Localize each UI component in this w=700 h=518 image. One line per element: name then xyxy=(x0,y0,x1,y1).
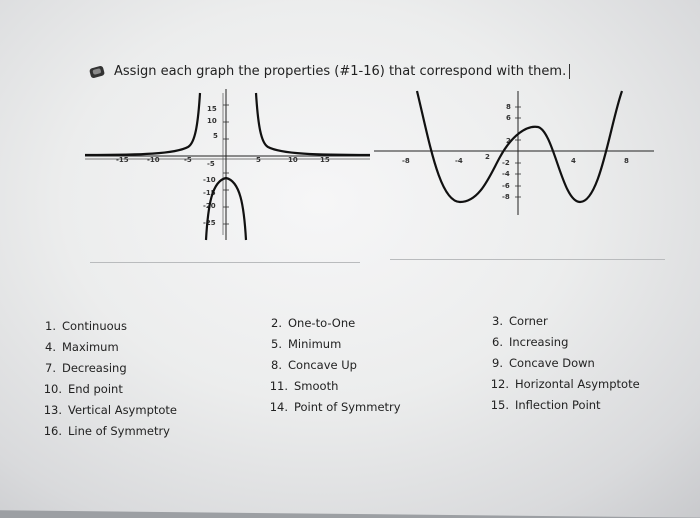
property-label: Increasing xyxy=(509,335,569,349)
x-tick-label: 10 xyxy=(288,156,298,164)
y-tick-label: 2 xyxy=(506,137,511,145)
property-label: Maximum xyxy=(62,340,119,354)
text-cursor xyxy=(569,64,570,79)
graph-rational-function xyxy=(80,85,380,245)
property-item xyxy=(42,337,177,358)
graph-polynomial-w xyxy=(372,85,662,220)
property-number: 1. xyxy=(45,319,56,333)
property-number: 15. xyxy=(490,398,509,412)
property-item xyxy=(268,397,401,418)
x-tick-label: -15 xyxy=(116,156,129,164)
x-tick-label: 15 xyxy=(320,156,330,164)
property-item xyxy=(268,334,401,355)
property-label: One-to-One xyxy=(288,316,356,330)
instruction-text: Assign each graph the properties (#1-16) that correspond with them. xyxy=(114,64,567,79)
property-column-3 xyxy=(489,311,640,416)
property-label: Point of Symmetry xyxy=(294,400,401,414)
property-label: Decreasing xyxy=(62,361,127,375)
property-label: End point xyxy=(68,382,123,396)
y-tick-label: -2 xyxy=(502,159,510,167)
property-label: Concave Up xyxy=(288,358,357,372)
property-number: 4. xyxy=(45,340,56,354)
property-number: 6. xyxy=(492,335,503,349)
y-tick-label: -25 xyxy=(203,219,216,227)
property-label: Smooth xyxy=(294,379,339,393)
property-column-1 xyxy=(42,316,177,442)
y-tick-label: -6 xyxy=(502,182,510,190)
property-item xyxy=(489,353,640,374)
y-tick-label: -5 xyxy=(207,160,215,168)
y-tick-label: 8 xyxy=(506,103,511,111)
property-number: 16. xyxy=(43,424,62,438)
property-number: 8. xyxy=(271,358,282,372)
answer-line-graph-2[interactable] xyxy=(390,259,665,260)
y-tick-label: -10 xyxy=(203,176,216,184)
y-tick-label: 5 xyxy=(213,132,218,140)
y-tick-label: 10 xyxy=(207,117,217,125)
property-item xyxy=(42,316,177,337)
pencil-bullet-icon xyxy=(89,65,105,78)
property-number: 13. xyxy=(43,403,62,417)
property-item xyxy=(489,332,640,353)
x-tick-label: 5 xyxy=(256,156,261,164)
x-tick-label: 2 xyxy=(485,153,490,161)
x-tick-label: 4 xyxy=(571,157,576,165)
y-tick-label: 15 xyxy=(207,105,217,113)
property-label: Corner xyxy=(509,314,548,328)
x-tick-label: -8 xyxy=(402,157,410,165)
property-item xyxy=(268,376,401,397)
property-number: 12. xyxy=(490,377,509,391)
property-item xyxy=(42,400,177,421)
x-tick-label: 8 xyxy=(624,157,629,165)
property-number: 11. xyxy=(269,379,288,393)
y-tick-label: -8 xyxy=(502,193,510,201)
property-item xyxy=(42,379,177,400)
y-tick-label: -15 xyxy=(203,189,216,197)
w-curve xyxy=(417,91,622,202)
property-number: 10. xyxy=(43,382,62,396)
property-number: 3. xyxy=(492,314,503,328)
y-tick-label: 6 xyxy=(506,114,511,122)
property-label: Concave Down xyxy=(509,356,595,370)
curve-right-branch xyxy=(256,93,370,155)
instruction-line xyxy=(90,64,570,79)
y-tick-label: -4 xyxy=(502,170,510,178)
property-number: 5. xyxy=(271,337,282,351)
property-label: Continuous xyxy=(62,319,127,333)
property-item xyxy=(268,313,401,334)
property-label: Vertical Asymptote xyxy=(68,403,177,417)
property-number: 9. xyxy=(492,356,503,370)
property-number: 2. xyxy=(271,316,282,330)
property-item xyxy=(489,311,640,332)
property-label: Line of Symmetry xyxy=(68,424,170,438)
y-tick-label: -20 xyxy=(203,202,216,210)
answer-line-graph-1[interactable] xyxy=(90,262,360,263)
x-tick-label: -5 xyxy=(184,156,192,164)
curve-left-branch xyxy=(85,93,200,155)
property-item xyxy=(489,395,640,416)
property-item xyxy=(42,358,177,379)
property-item xyxy=(42,421,177,442)
property-label: Minimum xyxy=(288,337,342,351)
property-number: 14. xyxy=(269,400,288,414)
property-label: Horizontal Asymptote xyxy=(515,377,640,391)
y-tick-labels xyxy=(203,105,218,227)
x-tick-label: -10 xyxy=(147,156,160,164)
property-column-2 xyxy=(268,313,401,418)
property-item xyxy=(489,374,640,395)
property-label: Inflection Point xyxy=(515,398,601,412)
property-number: 7. xyxy=(45,361,56,375)
x-tick-label: -4 xyxy=(455,157,463,165)
property-item xyxy=(268,355,401,376)
